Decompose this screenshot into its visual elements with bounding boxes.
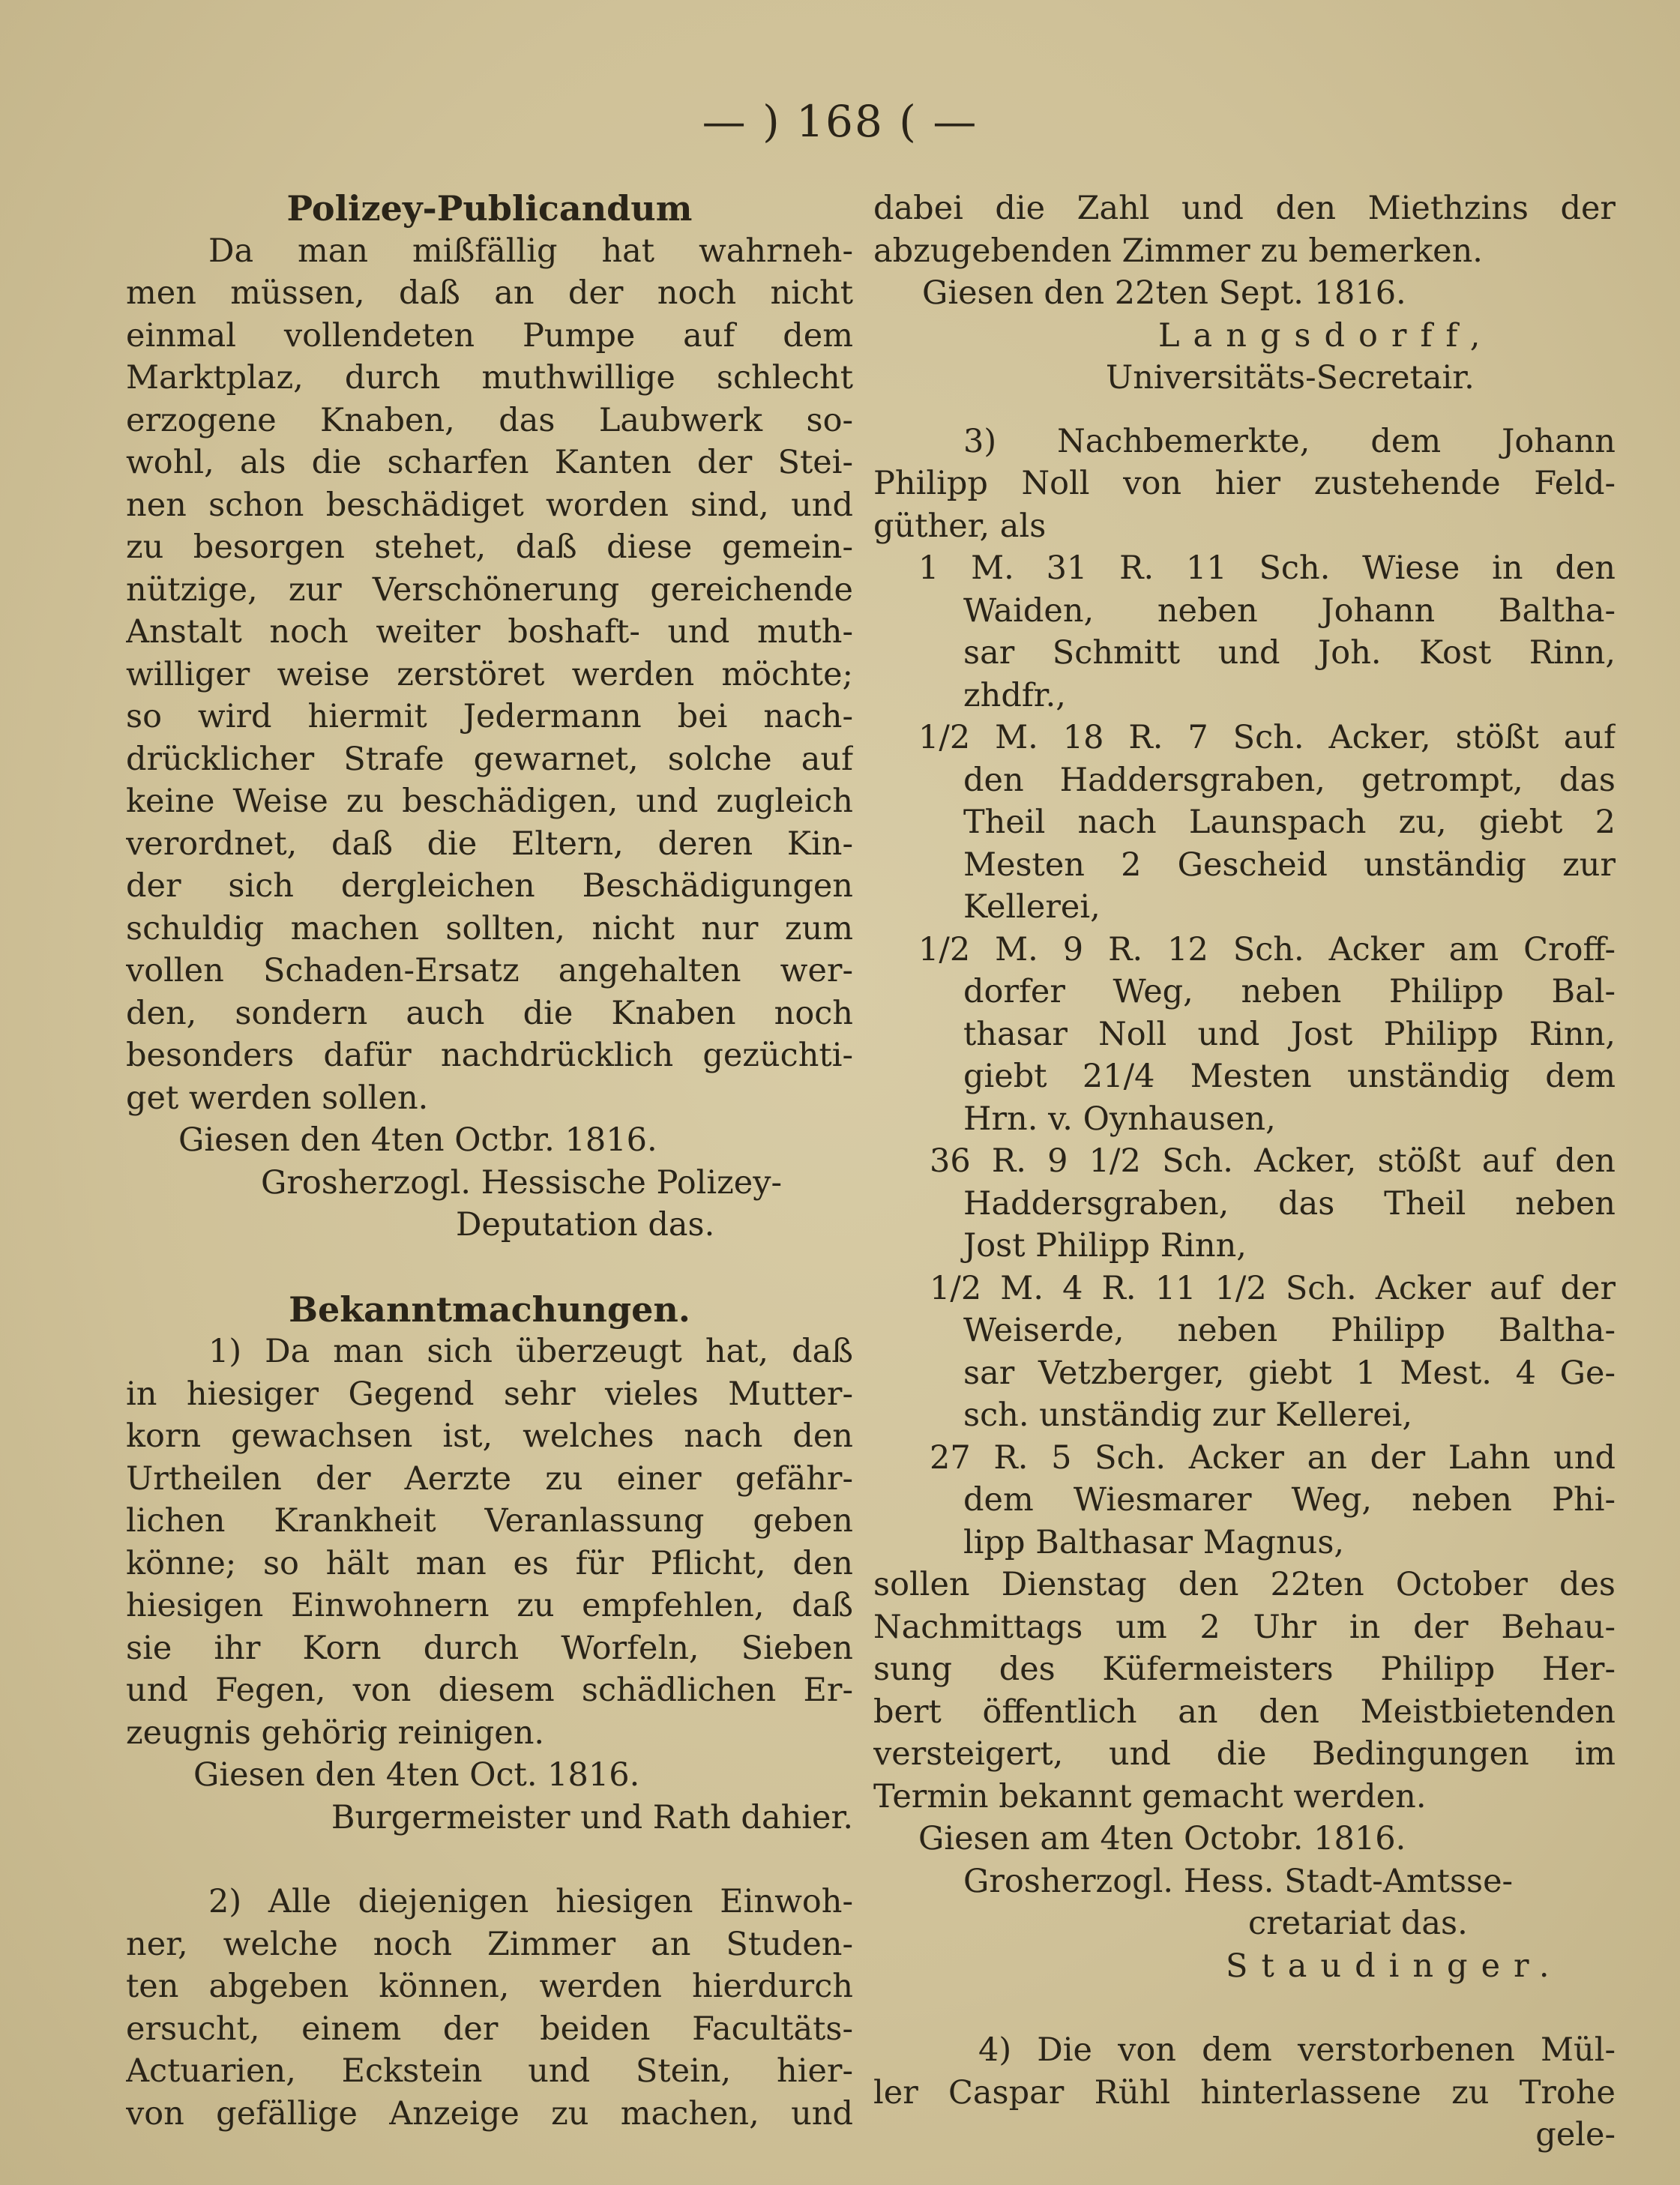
list-item: Weiserde, neben Philipp Baltha- (963, 1312, 1616, 1349)
text-line: 4) Die von dem verstorbenen Mül- (978, 2031, 1616, 2069)
text-line: Actuarien, Eckstein und Stein, hier- (126, 2052, 853, 2090)
list-item: Jost Philipp Rinn, (963, 1227, 1247, 1265)
list-item: sch. unständig zur Kellerei, (963, 1396, 1413, 1434)
text-line: gele- (1535, 2116, 1616, 2154)
list-item: Hrn. v. Oynhausen, (963, 1100, 1276, 1138)
notice-2 (126, 1881, 853, 2135)
list-item: lipp Balthasar Magnus, (963, 1523, 1345, 1561)
list-item: Haddersgraben, das Theil neben (963, 1184, 1616, 1223)
notice-3-signature-name: Staudinger. (1226, 1947, 1563, 1985)
list-item: sar Schmitt und Joh. Kost Rinn, (963, 634, 1616, 672)
notice-4 (873, 2029, 1616, 2157)
list-item: thasar Noll und Jost Philipp Rinn, (963, 1015, 1616, 1053)
text-line: vollen Schaden-Ersatz angehalten wer- (126, 952, 853, 989)
list-item: 1/2 M. 9 R. 12 Sch. Acker am Croff- (918, 930, 1616, 968)
text-line: sie ihr Korn durch Worfeln, Sieben (126, 1629, 853, 1667)
polizey-body (126, 230, 853, 1120)
right-column (873, 187, 1616, 2157)
spacer (873, 1987, 1616, 2029)
list-item: dem Wiesmarer Weg, neben Phi- (963, 1481, 1616, 1519)
text-line: wohl, als die scharfen Kanten der Stei- (126, 444, 853, 481)
text-line: ler Caspar Rühl hinterlassene zu Trohe (873, 2073, 1616, 2112)
text-line: der sich dergleichen Beschädigungen (126, 867, 853, 905)
text-line: zu besorgen stehet, daß diese gemein- (126, 528, 853, 566)
polizey-signature: Grosherzogl. Hessische Polizey- (261, 1163, 783, 1202)
polizey-title: Polizey-Publicandum (286, 188, 693, 229)
list-item: 27 R. 5 Sch. Acker an der Lahn und (930, 1438, 1616, 1477)
text-line: zeugnis gehörig reinigen. (126, 1714, 545, 1752)
text-line: ner, welche noch Zimmer an Studen- (126, 1925, 853, 1963)
notice-3-signature: cretariat das. (1248, 1905, 1468, 1942)
text-line: Anstalt noch weiter boshaft- und muth- (126, 613, 853, 651)
text-line: Da man mißfällig hat wahrneh- (208, 232, 853, 270)
text-line: korn gewachsen ist, welches nach den (126, 1417, 853, 1455)
text-line: nützige, zur Verschönerung gereichende (126, 570, 853, 609)
text-line: Marktplaz, durch muthwillige schlecht (126, 359, 853, 397)
list-item: den Haddersgraben, getrompt, das (963, 761, 1616, 799)
text-line: men müssen, daß an der noch nicht (126, 274, 853, 312)
text-line: Nachmittags um 2 Uhr in der Behau- (873, 1608, 1616, 1646)
text-line: versteigert, und die Bedingungen im (873, 1735, 1616, 1773)
text-line: sollen Dienstag den 22ten October des (873, 1566, 1616, 1603)
bekanntmachungen-title: Bekanntmachungen. (289, 1289, 690, 1330)
text-line: Termin bekannt gemacht werden. (873, 1777, 1427, 1815)
text-line: in hiesiger Gegend sehr vieles Mutter- (126, 1375, 853, 1413)
list-item: Kellerei, (963, 888, 1101, 926)
text-line: und Fegen, von diesem schädlichen Er- (126, 1672, 853, 1709)
text-line: drücklicher Strafe gewarnet, solche auf (126, 740, 853, 778)
text-line: get werden sollen. (126, 1079, 429, 1117)
notice-1-date: Giesen den 4ten Oct. 1816. (193, 1756, 640, 1794)
text-line: abzugebenden Zimmer zu bemerken. (873, 232, 1483, 270)
spacer (126, 1839, 853, 1881)
list-item: sar Vetzberger, giebt 1 Mest. 4 Ge- (963, 1354, 1616, 1392)
list-item: zhdfr., (963, 676, 1066, 714)
text-line: besonders dafür nachdrücklich gezüchti- (126, 1037, 853, 1074)
text-line: erzogene Knaben, das Laubwerk so- (126, 401, 853, 439)
page-number-header: — ) 168 ( — (702, 96, 978, 147)
notice-1 (126, 1330, 853, 1839)
list-item: Mesten 2 Gescheid unständig zur (963, 846, 1616, 884)
list-item: 1/2 M. 18 R. 7 Sch. Acker, stößt auf (918, 719, 1616, 756)
spacer (126, 1247, 853, 1289)
text-line: den, sondern auch die Knaben noch (126, 994, 853, 1032)
property-list (873, 547, 1616, 1564)
list-item: Theil nach Launspach zu, giebt 2 (963, 804, 1616, 841)
text-line: könne; so hält man es für Pflicht, den (126, 1544, 853, 1582)
text-line: ten abgeben können, werden hierdurch (126, 1968, 853, 2005)
notice-3-signature: Grosherzogl. Hess. Stadt-Amtsse- (963, 1862, 1514, 1900)
list-item: 36 R. 9 1/2 Sch. Acker, stößt auf den (930, 1142, 1616, 1180)
text-line: Philipp Noll von hier zustehende Feld- (873, 465, 1616, 502)
list-item: Waiden, neben Johann Baltha- (963, 591, 1616, 630)
text-line: sung des Küfermeisters Philipp Her- (873, 1651, 1616, 1688)
polizey-date: Giesen den 4ten Octbr. 1816. (178, 1121, 657, 1159)
notice-3 (873, 421, 1616, 1988)
polizey-signature: Deputation das. (456, 1206, 715, 1244)
text-line: nen schon beschädiget worden sind, und (126, 486, 853, 524)
list-item: giebt 21/4 Mesten unständig dem (963, 1058, 1616, 1095)
text-line: einmal vollendeten Pumpe auf dem (126, 316, 853, 355)
text-line: güther, als (873, 507, 1047, 545)
text-line: 2) Alle diejenigen hiesigen Einwoh- (208, 1883, 853, 1920)
notice-2-date: Giesen den 22ten Sept. 1816. (922, 274, 1406, 312)
text-line: bert öffentlich an den Meistbietenden (873, 1693, 1616, 1731)
list-item: dorfer Weg, neben Philipp Bal- (963, 973, 1616, 1010)
text-line: von gefällige Anzeige zu machen, und (126, 2094, 853, 2133)
notice-2-signature-name: Langsdorff, (1158, 316, 1494, 355)
list-item: 1 M. 31 R. 11 Sch. Wiese in den (918, 549, 1616, 587)
text-line: so wird hiermit Jedermann bei nach- (126, 698, 853, 735)
text-line: 3) Nachbemerkte, dem Johann (963, 422, 1616, 460)
notice-1-signature: Burgermeister und Rath dahier. (331, 1798, 853, 1836)
text-line: schuldig machen sollten, nicht nur zum (126, 909, 853, 947)
spacer (873, 400, 1616, 421)
text-line: dabei die Zahl und den Miethzins der (873, 190, 1616, 227)
notice-2-signature-title: Universitäts-Secretair. (1106, 359, 1475, 397)
text-line: williger weise zerstöret werden möchte; (126, 655, 853, 693)
text-line: ersucht, einem der beiden Facultäts- (126, 2010, 853, 2048)
text-line: Urtheilen der Aerzte zu einer gefähr- (126, 1459, 853, 1498)
notice-2-continued (873, 187, 1616, 400)
left-column (126, 187, 853, 2135)
list-item: 1/2 M. 4 R. 11 1/2 Sch. Acker auf der (930, 1269, 1616, 1307)
text-line: hiesigen Einwohnern zu empfehlen, daß (126, 1587, 853, 1624)
text-line: keine Weise zu beschädigen, und zugleich (126, 783, 853, 820)
notice-3-date: Giesen am 4ten Octobr. 1816. (918, 1820, 1406, 1857)
text-line: 1) Da man sich überzeugt hat, daß (208, 1333, 853, 1370)
text-line: verordnet, daß die Eltern, deren Kin- (126, 825, 853, 863)
text-line: lichen Krankheit Veranlassung geben (126, 1502, 853, 1540)
